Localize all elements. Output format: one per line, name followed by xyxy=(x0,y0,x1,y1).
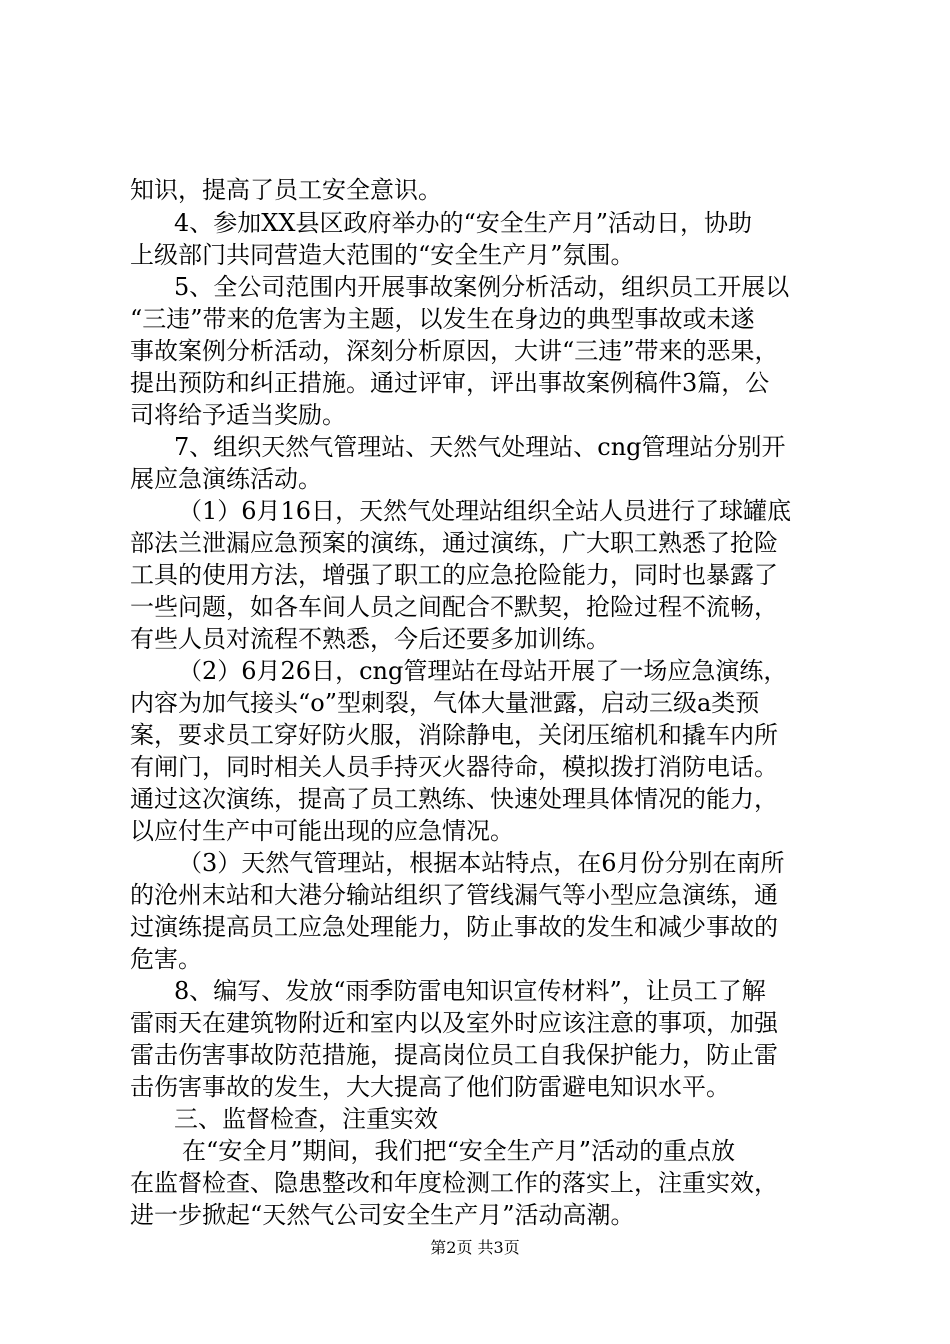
text-line: 部法兰泄漏应急预案的演练，通过演练，广大职工熟悉了抢险 xyxy=(130,529,778,557)
text-line: （2）6月26日，cng管理站在母站开展了一场应急演练， xyxy=(178,657,788,685)
text-line: 有些人员对流程不熟悉，今后还要多加训练。 xyxy=(130,625,610,653)
page-number: 第2页 共3页 xyxy=(430,1238,520,1257)
text-line: 的沧州末站和大港分输站组织了管线漏气等小型应急演练，通 xyxy=(130,881,778,909)
text-line: 5、全公司范围内开展事故案例分析活动，组织员工开展以 xyxy=(174,273,790,301)
text-line: 4、参加XX县区政府举办的“安全生产月”活动日，协助 xyxy=(174,209,752,237)
text-line: 在“安全月”期间，我们把“安全生产月”活动的重点放 xyxy=(182,1137,736,1165)
text-line: 工具的使用方法，增强了职工的应急抢险能力，同时也暴露了 xyxy=(130,561,778,589)
text-line: “三违”带来的危害为主题，以发生在身边的典型事故或未遂 xyxy=(130,305,755,333)
text-line: 司将给予适当奖励。 xyxy=(130,401,346,429)
text-line: 提出预防和纠正措施。通过评审，评出事故案例稿件3篇，公 xyxy=(130,369,770,397)
text-line: 进一步掀起“天然气公司安全生产月”活动高潮。 xyxy=(130,1201,635,1229)
text-line: 上级部门共同营造大范围的“安全生产月”氛围。 xyxy=(130,241,635,269)
text-line: 雷雨天在建筑物附近和室内以及室外时应该注意的事项，加强 xyxy=(130,1009,778,1037)
text-line: 展应急演练活动。 xyxy=(130,465,322,493)
text-line: （1）6月16日，天然气处理站组织全站人员进行了球罐底 xyxy=(178,497,792,525)
text-line: 在监督检查、隐患整改和年度检测工作的落实上，注重实效， xyxy=(130,1169,778,1197)
text-line: 以应付生产中可能出现的应急情况。 xyxy=(130,817,514,845)
text-line: 有闸门，同时相关人员手持灭火器待命，模拟拨打消防电话。 xyxy=(130,753,778,781)
text-line: 击伤害事故的发生，大大提高了他们防雷避电知识水平。 xyxy=(130,1073,730,1101)
text-line: 雷击伤害事故防范措施，提高岗位员工自我保护能力，防止雷 xyxy=(130,1041,778,1069)
section-heading: 三、监督检查，注重实效 xyxy=(174,1105,438,1133)
text-line: 通过这次演练，提高了员工熟练、快速处理具体情况的能力， xyxy=(130,785,778,813)
text-line: 知识，提高了员工安全意识。 xyxy=(130,176,442,204)
text-line: 危害。 xyxy=(130,945,202,973)
text-line: 内容为加气接头“o”型刺裂，气体大量泄露，启动三级a类预 xyxy=(130,689,760,717)
text-line: 过演练提高员工应急处理能力，防止事故的发生和减少事故的 xyxy=(130,913,778,941)
text-line: （3）天然气管理站，根据本站特点，在6月份分别在南所 xyxy=(178,849,785,877)
text-line: 8、编写、发放“雨季防雷电知识宣传材料”，让员工了解 xyxy=(174,977,766,1005)
text-line: 一些问题，如各车间人员之间配合不默契，抢险过程不流畅， xyxy=(130,593,778,621)
text-line: 案，要求员工穿好防火服，消除静电，关闭压缩机和撬车内所 xyxy=(130,721,778,749)
text-line: 7、组织天然气管理站、天然气处理站、cng管理站分别开 xyxy=(174,433,786,461)
text-line: 事故案例分析活动，深刻分析原因，大讲“三违”带来的恶果， xyxy=(130,337,779,365)
